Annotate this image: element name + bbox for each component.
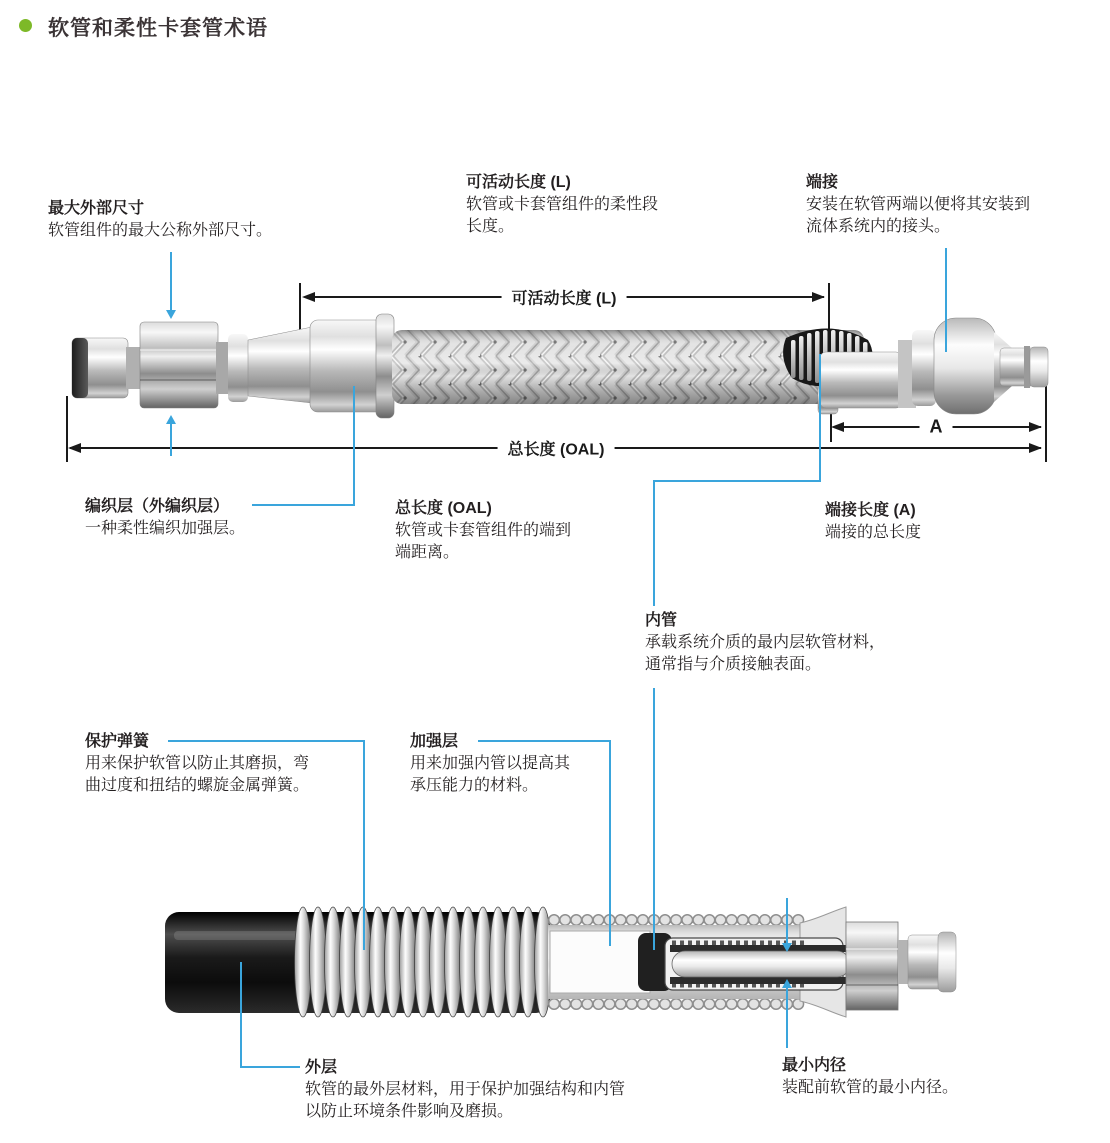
callout-end-conn-length-title: 端接长度 (A) (825, 502, 916, 519)
callout-oal-desc: 软管或卡套管组件的端到端距离。 (395, 522, 572, 561)
callout-max-od (48, 198, 298, 242)
callout-cover (305, 1057, 640, 1123)
callout-oal-title: 总长度 (OAL) (395, 500, 492, 517)
callout-core (645, 610, 900, 676)
callout-max-od-title: 最大外部尺寸 (48, 200, 145, 217)
leader-end-connection (945, 248, 947, 352)
callout-braid (85, 496, 345, 540)
callout-end-connection (806, 172, 1041, 238)
callout-live-length (466, 172, 671, 238)
callout-max-od-desc: 软管组件的最大公称外部尺寸。 (48, 222, 273, 239)
hose-cutaway-illustration (160, 895, 960, 1035)
callout-end-conn-length (825, 500, 1025, 544)
callout-cover-desc: 软管的最外层材料，用于保护加强结构和内管以防止环境条件影响及磨损。 (305, 1081, 626, 1120)
callout-spring-guard-desc: 用来保护软管以防止其磨损，弯曲过度和扭结的螺旋金属弹簧。 (85, 755, 310, 794)
callout-min-id-title: 最小内径 (782, 1057, 847, 1074)
dim-a-arrow-left-icon (831, 422, 844, 432)
min-id-arrow-up-icon (782, 979, 792, 988)
callout-end-conn-length-desc: 端接的总长度 (825, 524, 922, 541)
callout-end-connection-title: 端接 (806, 174, 839, 191)
dim-a-label: A (920, 417, 953, 438)
leader-core-elbow (653, 480, 821, 482)
callout-spring-guard-title: 保护弹簧 (85, 733, 150, 750)
spring-guard-coils (295, 907, 552, 1017)
callout-reinforcement (410, 731, 585, 797)
leader-braid-vertical (353, 386, 355, 506)
leader-cover-vertical (240, 962, 242, 1068)
leader-core-top (819, 354, 821, 482)
callout-min-id (782, 1055, 1032, 1099)
leader-spring-vertical (363, 740, 365, 950)
callout-live-length-title: 可活动长度 (L) (466, 174, 571, 191)
end-stub (898, 932, 956, 992)
leader-reinforcement-vertical (609, 740, 611, 946)
callout-core-title: 内管 (645, 612, 678, 629)
leader-max-od-bottom (170, 424, 172, 456)
callout-braid-title: 编织层（外编织层） (85, 498, 230, 515)
dim-live-length-label: 可活动长度 (L) (502, 286, 627, 309)
hose-assembly-illustration (60, 300, 1060, 430)
end-nut (846, 922, 898, 1010)
dim-a-arrow-right-icon (1029, 422, 1042, 432)
leader-max-od-top (170, 252, 172, 310)
dim-oal-label: 总长度 (OAL) (498, 437, 615, 460)
callout-reinforcement-desc: 用来加强内管以提高其承压能力的材料。 (410, 755, 571, 794)
max-od-arrow-up-icon (166, 415, 176, 424)
bullet-icon (19, 19, 32, 32)
dim-live-length-arrow-right-icon (812, 292, 825, 302)
callout-min-id-desc: 装配前软管的最小内径。 (782, 1079, 959, 1096)
leader-cover-horizontal (240, 1066, 300, 1068)
leader-min-id-bottom (786, 988, 788, 1048)
callout-live-length-desc: 软管或卡套管组件的柔性段长度。 (466, 196, 659, 235)
leader-core-mid (653, 480, 655, 606)
callout-end-connection-desc: 安装在软管两端以便将其安装到流体系统内的接头。 (806, 196, 1031, 235)
leader-core-bottom (653, 688, 655, 950)
fitting-insert (665, 938, 850, 990)
left-end-fitting (72, 314, 394, 418)
dim-oal-arrow-left-icon (68, 443, 81, 453)
callout-braid-desc: 一种柔性编织加强层。 (85, 520, 246, 537)
callout-reinforcement-title: 加强层 (410, 733, 459, 750)
callout-core-desc: 承载系统介质的最内层软管材料，通常指与介质接触表面。 (645, 634, 886, 673)
dim-live-length-arrow-left-icon (302, 292, 315, 302)
callout-oal (395, 498, 585, 564)
min-id-arrow-down-icon (782, 943, 792, 952)
max-od-arrow-down-icon (166, 310, 176, 319)
callout-spring-guard (85, 731, 320, 797)
page-title: 软管和柔性卡套管术语 (48, 17, 268, 40)
dim-oal-arrow-right-icon (1029, 443, 1042, 453)
leader-min-id-top (786, 898, 788, 943)
callout-cover-title: 外层 (305, 1059, 338, 1076)
reinforcement-cutaway (550, 931, 650, 993)
